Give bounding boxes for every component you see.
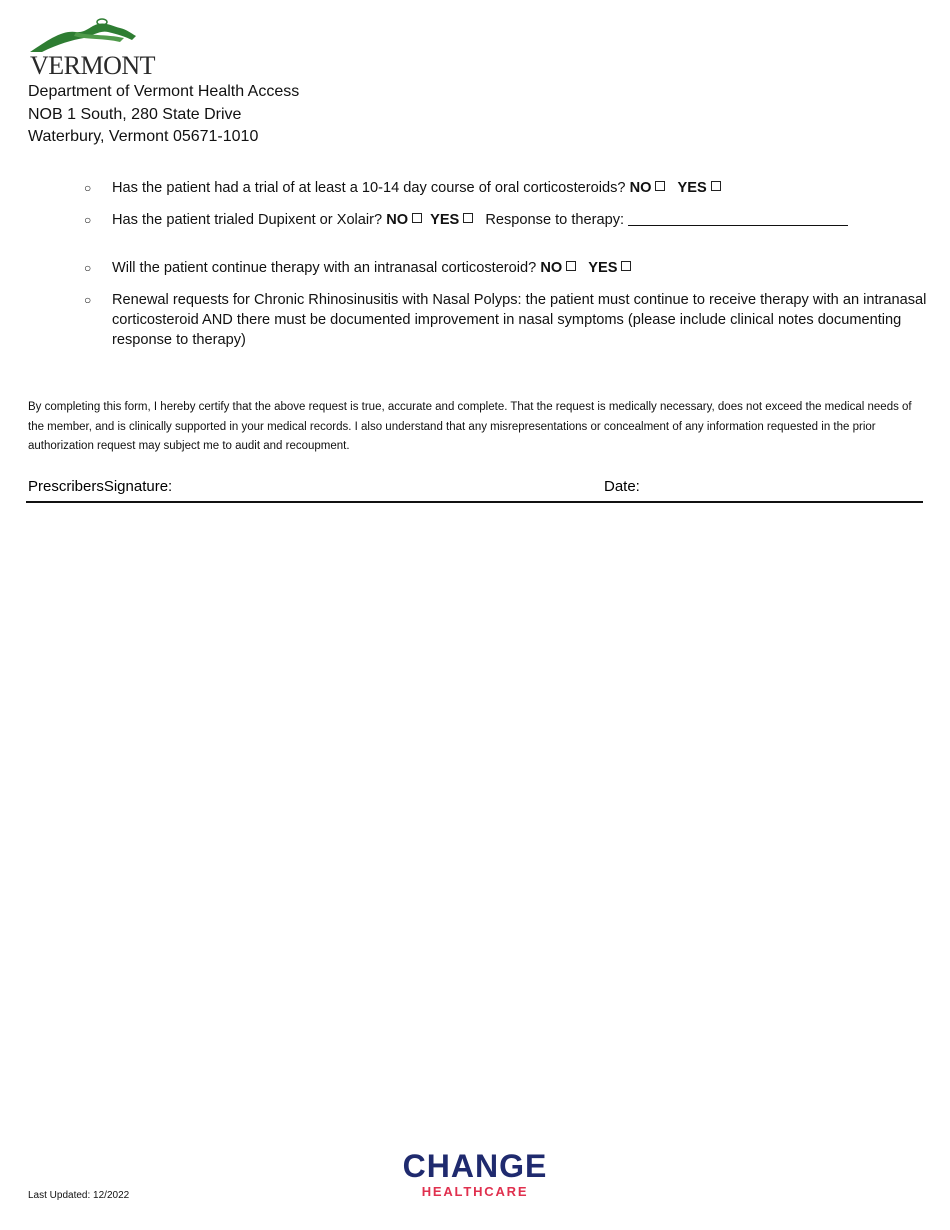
change-healthcare-logo [394,1148,556,1208]
no-checkbox[interactable] [412,213,422,223]
certification-statement: By completing this form, I hereby certify that the above request is true, accurate and complete. That the request is medically necessary, does not exceed the medical needs of the member, and is clinically supported in your medical records. I also understand that any misrepresentations or concealment of any information requested in the prior authorization request may subject me to audit and recoupment. [28,401,912,452]
yes-checkbox[interactable] [711,181,721,191]
no-option-label: NO [629,180,652,196]
question-text: Will the patient continue therapy with an intranasal corticosteroid? [112,260,537,276]
response-label: Response to therapy: [485,212,625,228]
no-checkbox[interactable] [655,181,665,191]
yes-option-label: YES [430,212,460,228]
no-option-label: NO [540,260,563,276]
question-text: Has the patient trialed Dupixent or Xolair? [112,212,383,228]
yes-checkbox[interactable] [621,261,631,271]
signature-line[interactable] [26,501,923,503]
yes-option-label: YES [588,260,618,276]
brand-wordmark-top: CHANGE [402,1148,548,1184]
no-checkbox[interactable] [566,261,576,271]
bullet-icon: ○ [84,261,92,275]
last-updated: Last Updated: 12/2022 [28,1190,130,1201]
logo-wordmark: VERMONT [30,51,156,80]
date-label: Date: [604,478,640,495]
vermont-logo [28,18,158,80]
agency-address [28,81,299,149]
address-line-2: NOB 1 South, 280 State Drive [28,105,242,123]
address-line-3: Waterbury, Vermont 05671-1010 [28,128,259,145]
yes-option-label: YES [677,180,707,196]
address-line-1: Department of Vermont Health Access [28,83,300,100]
response-field[interactable] [628,211,848,226]
signature-label: PrescribersSignature: [28,478,173,495]
mountain-logo-icon [28,18,158,54]
question-text: Has the patient had a trial of at least a 10-14 day course of oral corticosteroids? [112,180,626,196]
signature-row [28,478,923,502]
bullet-icon: ○ [84,293,92,307]
renewal-text: Renewal requests for Chronic Rhinosinusitis with Nasal Polyps: the patient must continue to receive therapy with an intranasal corticosteroid AND there must be documented improvement in nasal symptoms (please include clinical notes documenting response to therapy) [112,292,927,348]
bullet-icon: ○ [84,181,92,195]
brand-wordmark-bottom: HEALTHCARE [421,1184,529,1199]
no-option-label: NO [386,212,409,228]
bullet-icon: ○ [84,213,92,227]
yes-checkbox[interactable] [463,213,473,223]
